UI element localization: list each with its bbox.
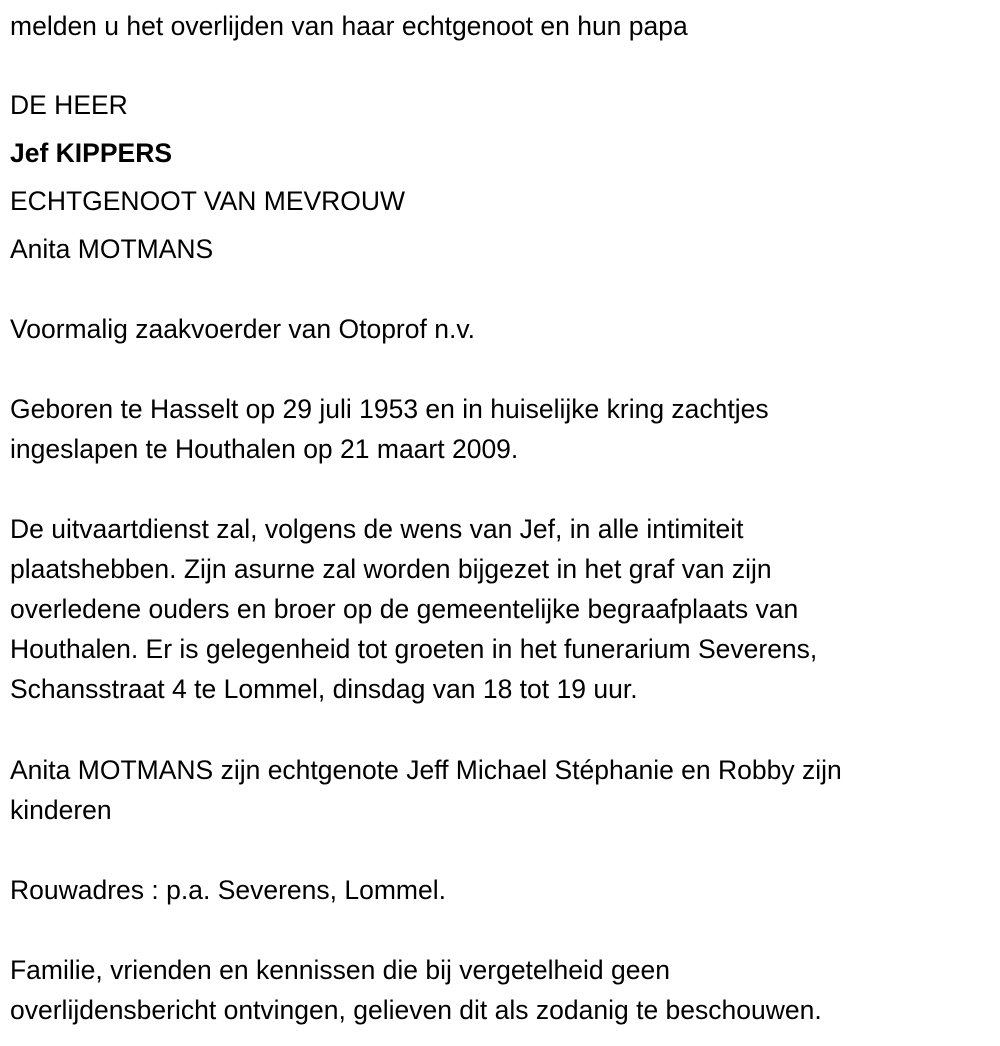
intro-text: melden u het overlijden van haar echtgenoot en hun papa [10, 11, 688, 41]
family-paragraph [10, 750, 990, 830]
text-line: Geboren te Hasselt op 29 juli 1953 en in huiselijke kring zachtjes [10, 394, 769, 424]
title-text: DE HEER [10, 90, 128, 120]
occupation-text: Voormalig zaakvoerder van Otoprof n.v. [10, 314, 475, 344]
spouse-name: Anita MOTMANS [10, 234, 214, 264]
birth-death-paragraph [10, 389, 990, 469]
text-line: overlijdensbericht ontvingen, gelieven dit als zodanig te beschouwen. [10, 995, 822, 1025]
text-line: ingeslapen te Houthalen op 21 maart 2009. [10, 434, 519, 464]
deceased-name: Jef KIPPERS [10, 138, 173, 168]
text-line: Houthalen. Er is gelegenheid tot groeten in het funerarium Severens, [10, 634, 818, 664]
text-line: Anita MOTMANS zijn echtgenote Jeff Michael Stéphanie en Robby zijn [10, 755, 842, 785]
text-line: Familie, vrienden en kennissen die bij vergetelheid geen [10, 955, 670, 985]
text-line: kinderen [10, 795, 112, 825]
text-line: overledene ouders en broer op de gemeentelijke begraafplaats van [10, 594, 799, 624]
spouse-label: ECHTGENOOT VAN MEVROUW [10, 186, 406, 216]
text-line: De uitvaartdienst zal, volgens de wens van Jef, in alle intimiteit [10, 514, 744, 544]
closing-paragraph [10, 950, 990, 1030]
funeral-paragraph [10, 509, 990, 709]
address-text: Rouwadres : p.a. Severens, Lommel. [10, 875, 446, 905]
text-line: plaatshebben. Zijn asurne zal worden bijgezet in het graf van zijn [10, 554, 772, 584]
text-line: Schansstraat 4 te Lommel, dinsdag van 18 tot 19 uur. [10, 674, 638, 704]
